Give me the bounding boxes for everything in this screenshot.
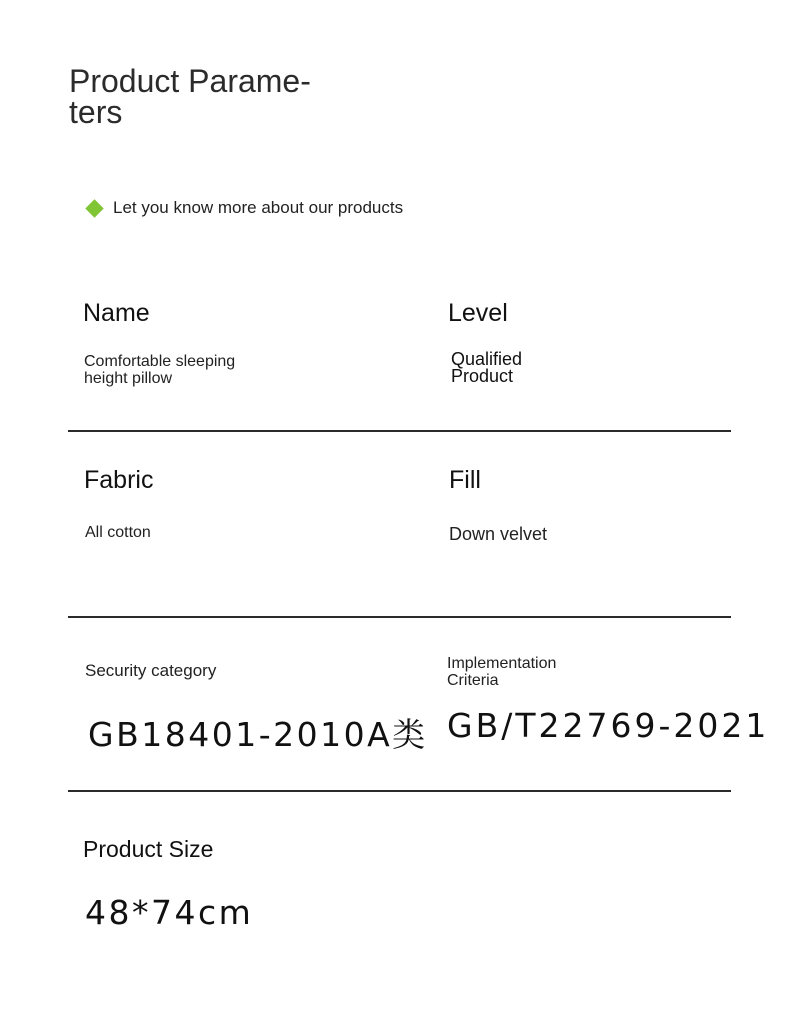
implementation-criteria-value: GB/T22769-2021: [447, 706, 770, 745]
fill-value: Down velvet: [449, 524, 548, 544]
name-value: Comfortable sleeping height pillow: [84, 353, 236, 387]
security-category-value: GB18401-2010A类: [88, 715, 428, 754]
divider: [68, 790, 731, 792]
page-title: [69, 63, 329, 130]
page-title-line1: Product Parame-: [69, 63, 311, 99]
diamond-bullet-icon: [85, 199, 103, 217]
fabric-label: Fabric: [84, 466, 154, 494]
fabric-value: All cotton: [85, 524, 151, 541]
implementation-criteria-label: Implementation Criteria: [447, 655, 557, 689]
fill-label: Fill: [449, 466, 481, 494]
divider: [68, 616, 731, 618]
level-value: Qualified Product: [451, 349, 523, 386]
name-label: Name: [83, 299, 150, 327]
level-label: Level: [448, 299, 508, 327]
section-subtitle: Let you know more about our products: [113, 198, 404, 217]
security-category-label: Security category: [85, 661, 217, 680]
product-size-label: Product Size: [83, 836, 214, 862]
divider: [68, 430, 731, 432]
product-size-value: 48*74cm: [85, 893, 254, 932]
page-title-line2: ters: [69, 94, 123, 130]
